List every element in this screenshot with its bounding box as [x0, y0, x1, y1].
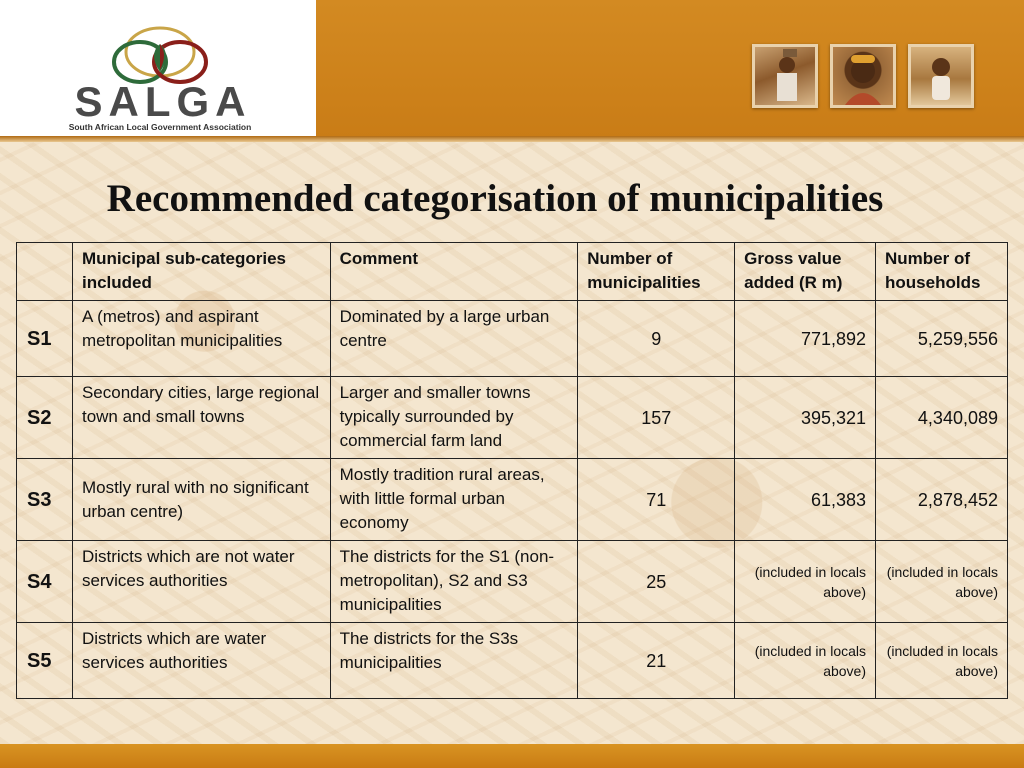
table-row	[17, 541, 1008, 623]
header-comment: Comment	[330, 243, 578, 301]
row-count: 71	[578, 459, 735, 541]
row-subcategories: Secondary cities, large regional town and small towns	[72, 377, 330, 459]
row-subcategories: Mostly rural with no significant urban centre)	[72, 459, 330, 541]
table-row	[17, 301, 1008, 377]
row-comment: The districts for the S3s municipalities	[330, 623, 578, 699]
logo-subtitle: South African Local Government Association	[68, 122, 252, 132]
row-code: S2	[17, 377, 73, 459]
row-subcategories: A (metros) and aspirant metropolitan municipalities	[72, 301, 330, 377]
table-row	[17, 623, 1008, 699]
row-gva: (included in locals above)	[735, 623, 876, 699]
row-gva: 61,383	[735, 459, 876, 541]
table-header-row	[17, 243, 1008, 301]
row-code: S4	[17, 541, 73, 623]
table-row	[17, 377, 1008, 459]
row-comment: The districts for the S1 (non-metropolitan), S2 and S3 municipalities	[330, 541, 578, 623]
row-count: 157	[578, 377, 735, 459]
photo-woman-carrying	[752, 44, 818, 108]
row-comment: Dominated by a large urban centre	[330, 301, 578, 377]
logo-wordmark: SALGA	[74, 78, 252, 125]
table-row	[17, 459, 1008, 541]
row-code: S1	[17, 301, 73, 377]
row-code: S5	[17, 623, 73, 699]
row-subcategories: Districts which are water services authorities	[72, 623, 330, 699]
header-households: Number of households	[876, 243, 1008, 301]
municipalities-table	[16, 242, 1008, 699]
row-households: 2,878,452	[876, 459, 1008, 541]
row-count: 21	[578, 623, 735, 699]
row-subcategories: Districts which are not water services authorities	[72, 541, 330, 623]
row-households: (included in locals above)	[876, 623, 1008, 699]
header-subcategories: Municipal sub-categories included	[72, 243, 330, 301]
row-code: S3	[17, 459, 73, 541]
header	[0, 0, 1024, 140]
row-gva: 771,892	[735, 301, 876, 377]
row-comment: Larger and smaller towns typically surrounded by commercial farm land	[330, 377, 578, 459]
header-gva: Gross value added (R m)	[735, 243, 876, 301]
row-count: 25	[578, 541, 735, 623]
row-count: 9	[578, 301, 735, 377]
photo-smiling-woman	[830, 44, 896, 108]
row-households: (included in locals above)	[876, 541, 1008, 623]
row-households: 4,340,089	[876, 377, 1008, 459]
row-comment: Mostly tradition rural areas, with little formal urban economy	[330, 459, 578, 541]
page-title: Recommended categorisation of municipalities	[106, 177, 884, 220]
header-divider	[0, 136, 1024, 142]
photo-child	[908, 44, 974, 108]
logo-panel	[0, 0, 316, 140]
row-gva: 395,321	[735, 377, 876, 459]
row-gva: (included in locals above)	[735, 541, 876, 623]
header-code	[17, 243, 73, 301]
header-count: Number of municipalities	[578, 243, 735, 301]
footer-bar	[0, 744, 1024, 768]
row-households: 5,259,556	[876, 301, 1008, 377]
